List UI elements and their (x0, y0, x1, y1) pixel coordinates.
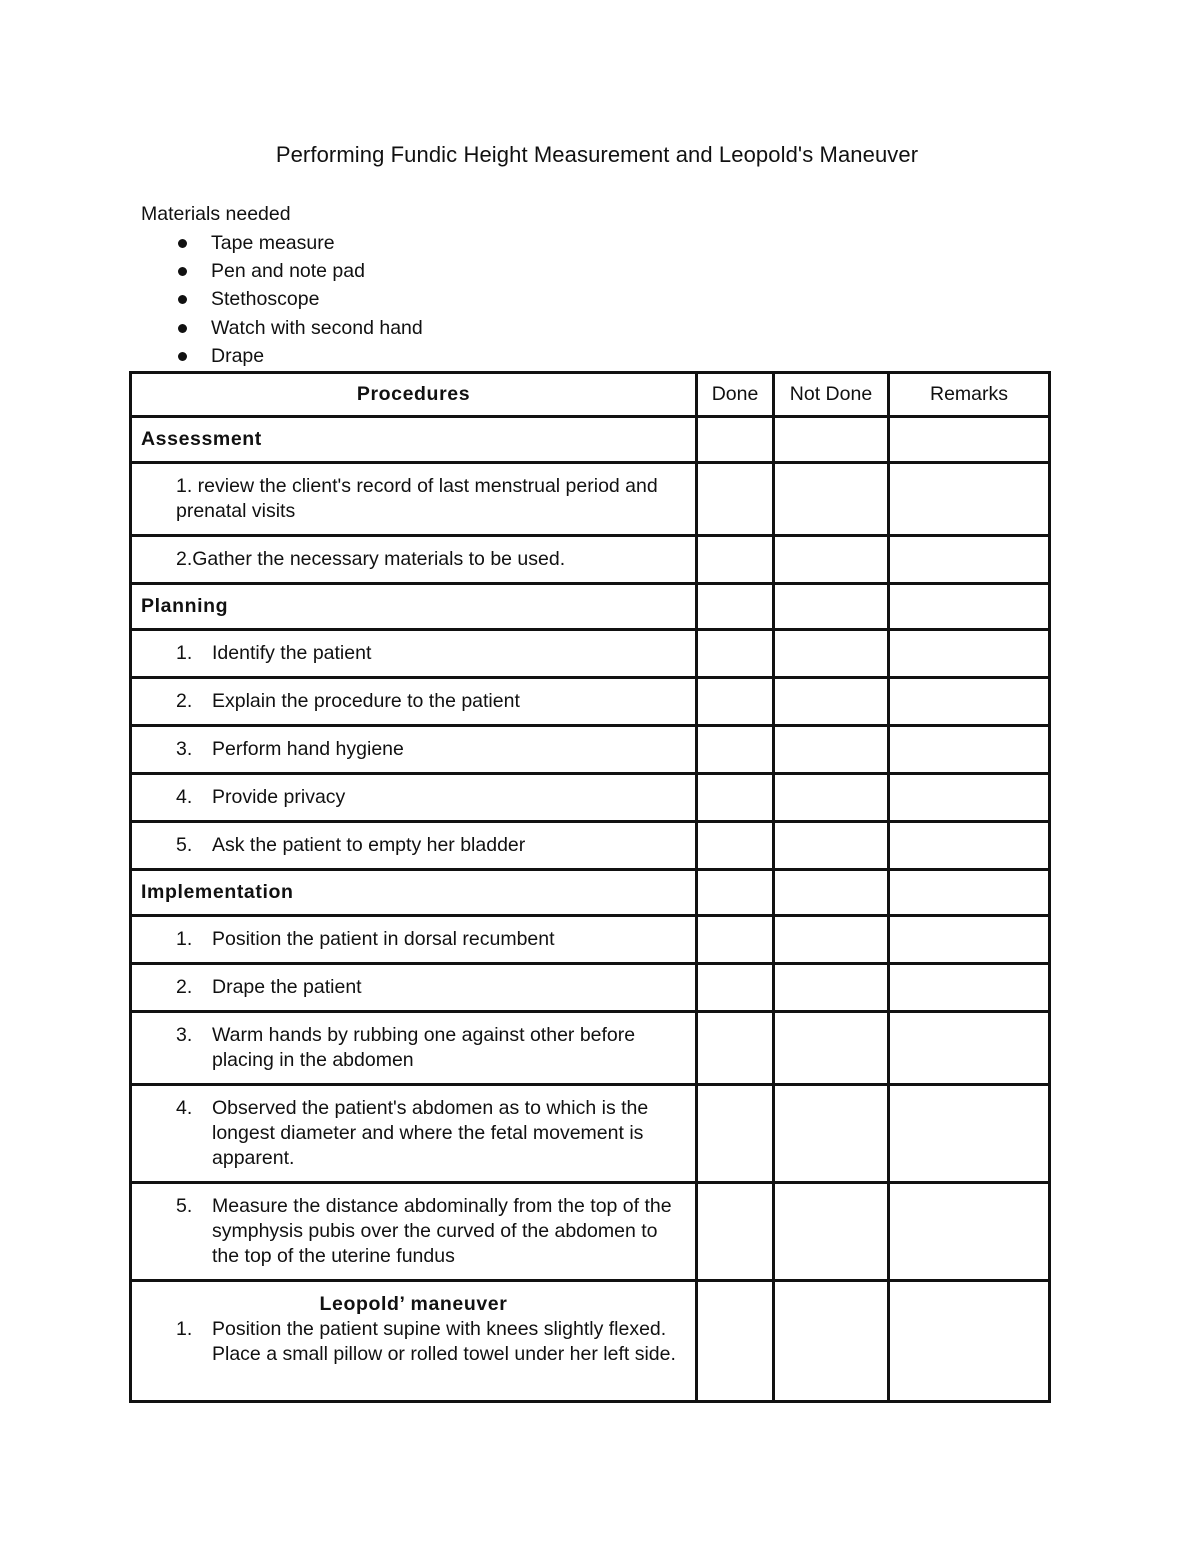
procedure-text: Perform hand hygiene (212, 738, 404, 760)
procedure-text: Warm hands by rubbing one against other before placing in the abdomen (212, 1024, 636, 1071)
procedure-cell (131, 774, 697, 822)
procedure-cell (131, 1012, 697, 1085)
item-number: 2. (176, 690, 193, 712)
remarks-cell[interactable] (889, 630, 1050, 678)
list-item: Pen and note pad (0, 258, 423, 286)
procedure-text: Observed the patient's abdomen as to which is the longest diameter and where the fetal movement is apparent. (212, 1097, 649, 1169)
done-cell[interactable] (697, 774, 774, 822)
procedure-text: 1. review the client's record of last menstrual period and prenatal visits (176, 475, 658, 522)
procedure-text: Explain the procedure to the patient (212, 690, 520, 712)
not-done-cell[interactable] (774, 463, 889, 536)
procedure-cell (131, 463, 697, 536)
remarks-cell[interactable] (889, 463, 1050, 536)
bullet-icon (178, 267, 187, 276)
page-title: Performing Fundic Height Measurement and Leopold's Maneuver (275, 142, 919, 167)
materials-list (0, 230, 423, 371)
section-row-planning (131, 584, 1050, 630)
table-header-row (131, 373, 1050, 417)
procedure-text: Identify the patient (212, 642, 372, 664)
procedure-text: Drape the patient (212, 976, 362, 998)
procedure-cell (131, 678, 697, 726)
done-cell[interactable] (697, 1012, 774, 1085)
table-row (131, 916, 1050, 964)
header-remarks: Remarks (889, 373, 1050, 417)
section-row-assessment (131, 417, 1050, 463)
remarks-cell[interactable] (889, 417, 1050, 463)
procedure-cell (131, 964, 697, 1012)
header-not-done: Not Done (774, 373, 889, 417)
not-done-cell[interactable] (774, 1281, 889, 1402)
header-procedures: Procedures (131, 373, 697, 417)
done-cell[interactable] (697, 536, 774, 584)
leopold-heading: Leopold’ maneuver (319, 1293, 508, 1315)
procedure-cell (131, 1085, 697, 1183)
remarks-cell[interactable] (889, 1085, 1050, 1183)
done-cell[interactable] (697, 870, 774, 916)
item-number: 3. (176, 1024, 193, 1046)
section-label: Assessment (131, 417, 697, 463)
procedure-text: Position the patient in dorsal recumbent (212, 928, 555, 950)
table-row (131, 630, 1050, 678)
item-number: 4. (176, 1097, 193, 1119)
section-label: Planning (131, 584, 697, 630)
remarks-cell[interactable] (889, 1183, 1050, 1281)
procedure-text: Ask the patient to empty her bladder (212, 834, 526, 856)
table-row (131, 964, 1050, 1012)
done-cell[interactable] (697, 417, 774, 463)
item-number: 1. (176, 642, 193, 664)
item-number: 1. (176, 1318, 193, 1340)
bullet-icon (178, 324, 187, 333)
procedure-cell (131, 630, 697, 678)
procedure-cell (131, 726, 697, 774)
procedure-text: 2.Gather the necessary materials to be used. (176, 548, 566, 570)
table-row (131, 463, 1050, 536)
done-cell[interactable] (697, 630, 774, 678)
remarks-cell[interactable] (889, 678, 1050, 726)
not-done-cell[interactable] (774, 1183, 889, 1281)
done-cell[interactable] (697, 726, 774, 774)
procedure-text: Measure the distance abdominally from the top of the symphysis pubis over the curved of the abdomen to the top of the uterine fundus (212, 1195, 672, 1267)
table-row (131, 1183, 1050, 1281)
done-cell[interactable] (697, 463, 774, 536)
list-item: Stethoscope (0, 286, 423, 314)
not-done-cell[interactable] (774, 916, 889, 964)
bullet-icon (178, 295, 187, 304)
procedure-cell (131, 822, 697, 870)
remarks-cell[interactable] (889, 822, 1050, 870)
done-cell[interactable] (697, 1085, 774, 1183)
done-cell[interactable] (697, 1183, 774, 1281)
bullet-icon (178, 239, 187, 248)
not-done-cell[interactable] (774, 1012, 889, 1085)
remarks-cell[interactable] (889, 964, 1050, 1012)
not-done-cell[interactable] (774, 822, 889, 870)
done-cell[interactable] (697, 964, 774, 1012)
section-row-implementation (131, 870, 1050, 916)
table-row (131, 678, 1050, 726)
not-done-cell[interactable] (774, 536, 889, 584)
list-item: Drape (0, 343, 423, 371)
remarks-cell[interactable] (889, 584, 1050, 630)
done-cell[interactable] (697, 822, 774, 870)
header-done: Done (697, 373, 774, 417)
table-row (131, 726, 1050, 774)
remarks-cell[interactable] (889, 870, 1050, 916)
procedure-cell (131, 1183, 697, 1281)
not-done-cell[interactable] (774, 1085, 889, 1183)
procedure-cell (131, 1281, 697, 1402)
list-item: Watch with second hand (0, 315, 423, 343)
not-done-cell[interactable] (774, 584, 889, 630)
done-cell[interactable] (697, 584, 774, 630)
list-item: Tape measure (0, 230, 423, 258)
table-row (131, 1012, 1050, 1085)
not-done-cell[interactable] (774, 964, 889, 1012)
remarks-cell[interactable] (889, 1012, 1050, 1085)
section-label: Implementation (131, 870, 697, 916)
item-number: 1. (176, 928, 193, 950)
item-number: 5. (176, 834, 193, 856)
done-cell[interactable] (697, 916, 774, 964)
procedure-text: Provide privacy (212, 786, 346, 808)
table-row (131, 822, 1050, 870)
done-cell[interactable] (697, 1281, 774, 1402)
materials-heading: Materials needed (141, 203, 291, 225)
remarks-cell[interactable] (889, 536, 1050, 584)
not-done-cell[interactable] (774, 678, 889, 726)
table-row (131, 536, 1050, 584)
not-done-cell[interactable] (774, 726, 889, 774)
not-done-cell[interactable] (774, 870, 889, 916)
procedure-cell (131, 916, 697, 964)
table-row-leopold (131, 1281, 1050, 1402)
remarks-cell[interactable] (889, 1281, 1050, 1402)
bullet-icon (178, 352, 187, 361)
not-done-cell[interactable] (774, 630, 889, 678)
remarks-cell[interactable] (889, 916, 1050, 964)
procedure-cell (131, 536, 697, 584)
item-number: 3. (176, 738, 193, 760)
remarks-cell[interactable] (889, 726, 1050, 774)
item-number: 4. (176, 786, 193, 808)
item-number: 5. (176, 1195, 193, 1217)
table-row (131, 1085, 1050, 1183)
remarks-cell[interactable] (889, 774, 1050, 822)
procedure-checklist-table (129, 371, 1051, 1403)
not-done-cell[interactable] (774, 774, 889, 822)
not-done-cell[interactable] (774, 417, 889, 463)
item-number: 2. (176, 976, 193, 998)
table-row (131, 774, 1050, 822)
done-cell[interactable] (697, 678, 774, 726)
procedure-text: Position the patient supine with knees slightly flexed. Place a small pillow or rolled towel under her left side. (212, 1318, 676, 1365)
